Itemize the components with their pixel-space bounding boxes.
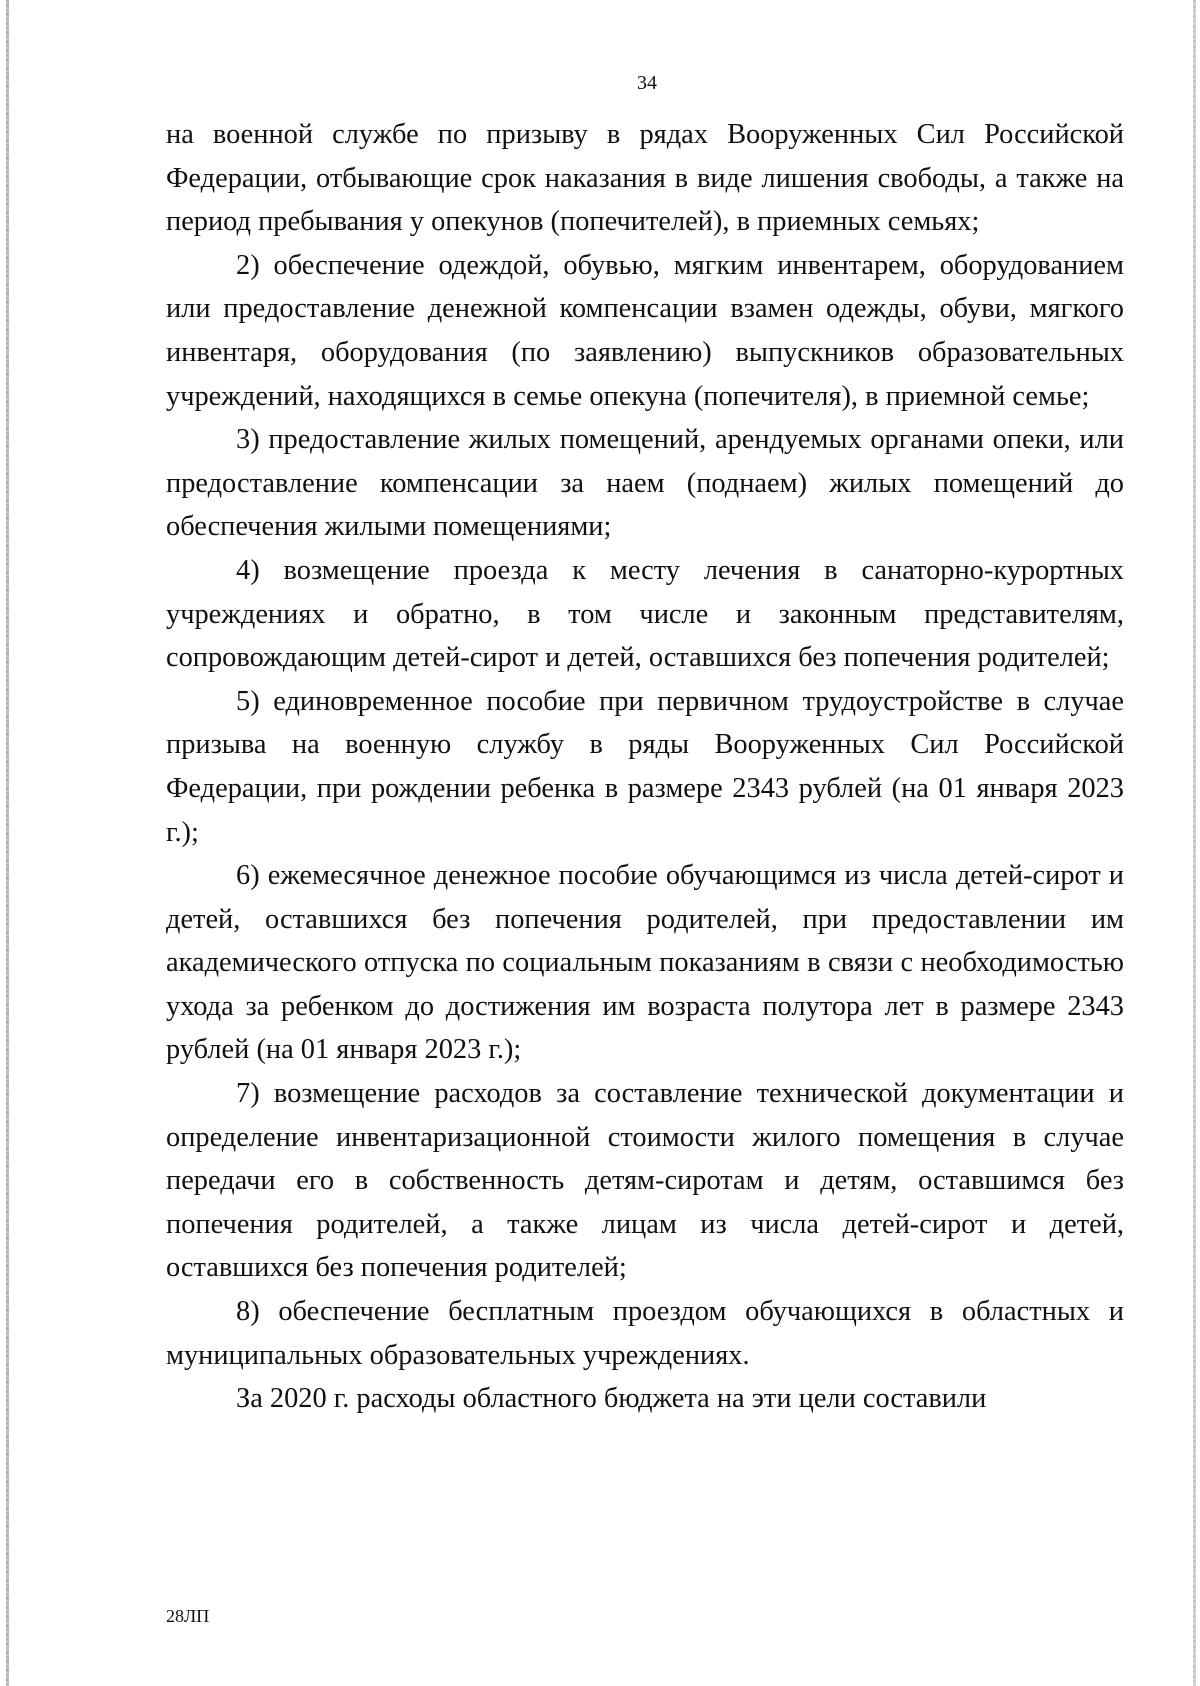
page-number: 34 [637,72,657,94]
body-text [166,113,1124,1421]
scan-edge-right [1193,0,1196,1686]
paragraph-item-7: 7) возмещение расходов за составление технической документации и определение инвентаризационной стоимости жилого помещения в случае передачи его в собственность детям-сиротам и детям, оставшимся без попечения родителей, а также лицам из числа детей-сирот и детей, оставшихся без попечения родителей; [166,1078,1124,1284]
paragraph-item-8: 8) обеспечение бесплатным проездом обучающихся в областных и муниципальных образовательных учреждениях. [166,1296,1124,1371]
paragraph-item-6: 6) ежемесячное денежное пособие обучающимся из числа детей-сирот и детей, оставшихся без попечения родителей, при предоставлении им академического отпуска по социальным показаниям в связи с необходимостью ухода за ребенком до достижения им возраста полутора лет в размере 2343 рублей (на 01 января 2023 г.); [166,860,1124,1066]
document-code: 28ЛП [166,1606,210,1626]
paragraph-item-4: 4) возмещение проезда к месту лечения в санаторно-курортных учреждениях и обратно, в том числе и законным представителям, сопровождающим детей-сирот и детей, оставшихся без попечения родителей; [166,554,1124,674]
paragraph-item-3: 3) предоставление жилых помещений, арендуемых органами опеки, или предоставление компенсации за наем (поднаем) жилых помещений до обеспечения жилыми помещениями; [166,424,1124,543]
paragraph-item-5: 5) единовременное пособие при первичном трудоустройстве в случае призыва на военную службу в ряды Вооруженных Сил Российской Федерации, при рождении ребенка в размере 2343 рублей (на 01 января 2023 г.); [166,685,1124,848]
paragraph-continuation: на военной службе по призыву в рядах Вооруженных Сил Российской Федерации, отбывающие срок наказания в виде лишения свободы, а также на период пребывания у опекунов (попечителей), в приемных семьях; [166,119,1124,238]
paragraph-item-2: 2) обеспечение одеждой, обувью, мягким инвентарем, оборудованием или предоставление денежной компенсации взамен одежды, обуви, мягкого инвентаря, оборудования (по заявлению) выпускников образовательных учреждений, находящихся в семье опекуна (попечителя), в приемной семье; [166,249,1124,412]
paragraph-expenses: За 2020 г. расходы областного бюджета на эти цели составили [236,1383,987,1415]
scan-edge-left [6,0,9,1686]
